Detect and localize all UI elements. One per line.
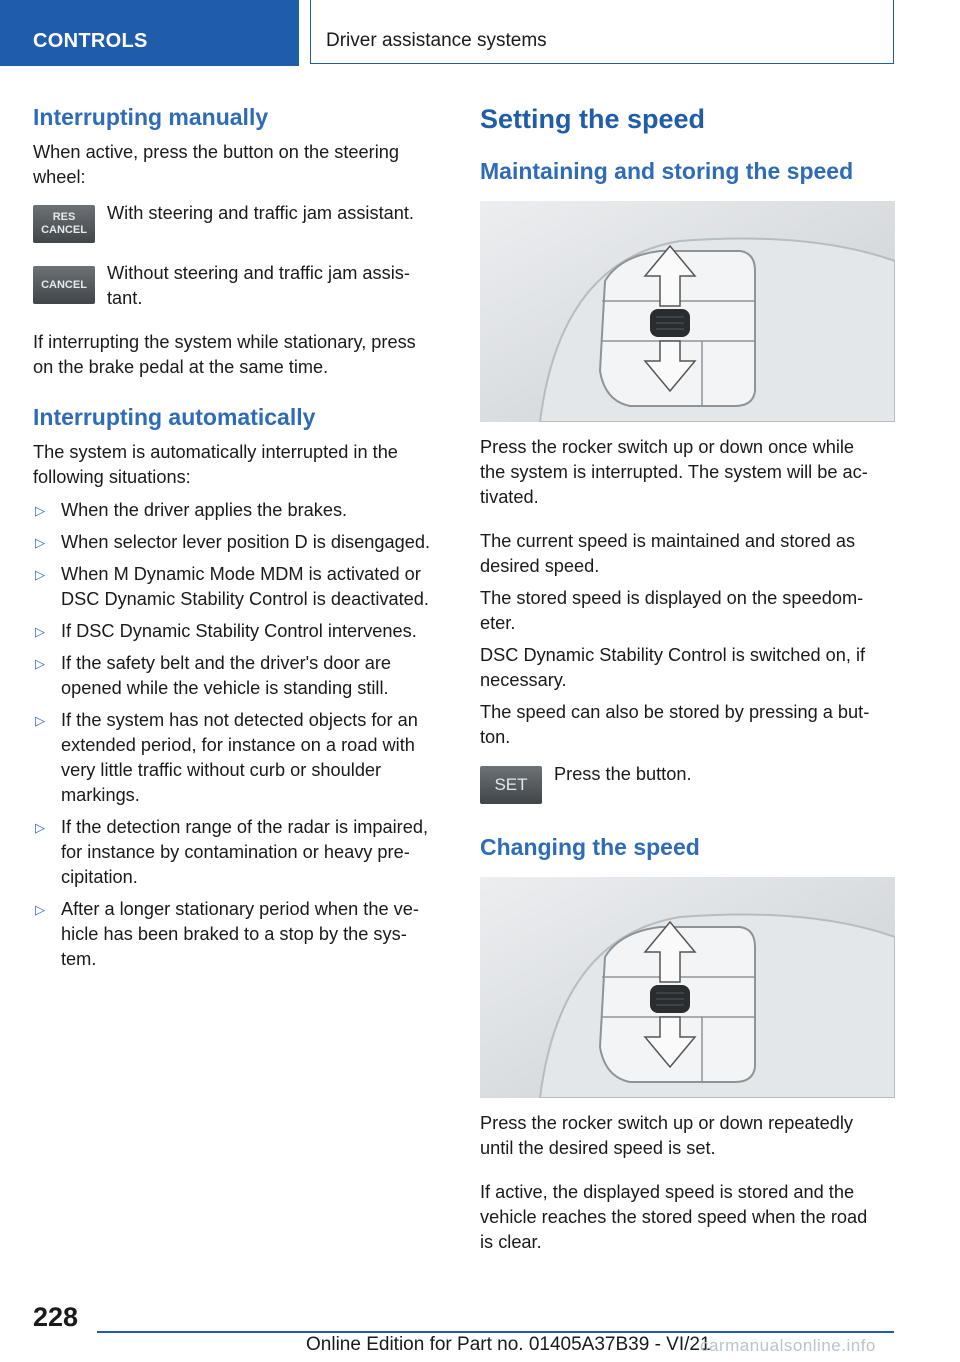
bullet-item-text: When the driver applies the brakes. xyxy=(61,500,348,520)
bullet-marker-icon: ▷ xyxy=(35,535,45,550)
heading-interrupt-manual: Interrupting manually xyxy=(33,104,269,130)
bullet-item-text: extended period, for instance on a road with xyxy=(61,735,415,755)
paragraph: Press the rocker switch up or down once while xyxy=(480,437,855,457)
paragraph: is clear. xyxy=(480,1232,542,1252)
paragraph: If interrupting the system while stationary, press xyxy=(33,332,416,352)
paragraph: The system is automatically interrupted in the xyxy=(33,442,398,462)
bullet-item-text: After a longer stationary period when the ve- xyxy=(61,899,419,919)
bullet-item-text: When selector lever position D is disengaged. xyxy=(61,532,430,552)
steering-wheel-controls-image xyxy=(480,877,895,1098)
paragraph: If active, the displayed speed is stored and the xyxy=(480,1182,855,1202)
set-button-icon xyxy=(480,766,542,804)
paragraph: ton. xyxy=(480,727,511,747)
paragraph: necessary. xyxy=(480,670,567,690)
bullet-item-text: DSC Dynamic Stability Control is deactivated. xyxy=(61,589,429,609)
paragraph: The speed can also be stored by pressing a but- xyxy=(480,702,870,722)
bullet-item-text: If DSC Dynamic Stability Control intervenes. xyxy=(61,621,417,641)
paragraph: tant. xyxy=(107,288,143,308)
bullet-item-text: markings. xyxy=(61,785,140,805)
heading-maintain-speed: Maintaining and storing the speed xyxy=(480,158,854,184)
bullet-item-text: very little traffic without curb or shoulder xyxy=(61,760,382,780)
bullet-item-text: cipitation. xyxy=(61,867,138,887)
page-heading: Setting the speed xyxy=(480,104,706,134)
cancel-button-icon xyxy=(33,266,95,304)
chapter-tab xyxy=(310,0,894,64)
footer-edition: Online Edition for Part no. 01405A37B39 - VI/21 xyxy=(306,1334,711,1355)
paragraph: vehicle reaches the stored speed when the road xyxy=(480,1207,868,1227)
bullet-marker-icon: ▷ xyxy=(35,624,45,639)
paragraph: on the brake pedal at the same time. xyxy=(33,357,329,377)
paragraph: desired speed. xyxy=(480,556,600,576)
paragraph: following situations: xyxy=(33,467,191,487)
paragraph: eter. xyxy=(480,613,516,633)
paragraph: The stored speed is displayed on the speedom- xyxy=(480,588,864,608)
paragraph: wheel: xyxy=(33,167,86,187)
heading-changing-speed: Changing the speed xyxy=(480,834,700,860)
bullet-item-text: opened while the vehicle is standing still. xyxy=(61,678,389,698)
paragraph: When active, press the button on the steering xyxy=(33,142,399,162)
bullet-item-text: tem. xyxy=(61,949,97,969)
footer-rule xyxy=(97,1331,894,1333)
rocker-switch-illustration xyxy=(480,877,895,1098)
bullet-item-text: If the safety belt and the driver's door are xyxy=(61,653,392,673)
bullet-marker-icon: ▷ xyxy=(35,656,45,671)
bullet-marker-icon: ▷ xyxy=(35,503,45,518)
paragraph: The current speed is maintained and stored as xyxy=(480,531,856,551)
button-label: CANCEL xyxy=(41,224,87,236)
paragraph: the system is interrupted. The system will be ac- xyxy=(480,462,868,482)
paragraph: With steering and traffic jam assistant. xyxy=(107,203,414,223)
paragraph: Without steering and traffic jam assis- xyxy=(107,263,410,283)
paragraph: tivated. xyxy=(480,487,539,507)
bullet-item-text: for instance by contamination or heavy pre- xyxy=(61,842,410,862)
button-label: SET xyxy=(494,775,528,794)
bullet-item-text: When M Dynamic Mode MDM is activated or xyxy=(61,564,421,584)
bullet-marker-icon: ▷ xyxy=(35,820,45,835)
watermark: carmanualsonline.info xyxy=(700,1336,876,1355)
button-label: CANCEL xyxy=(41,279,87,291)
bullet-marker-icon: ▷ xyxy=(35,902,45,917)
paragraph: Press the button. xyxy=(554,764,692,784)
bullet-marker-icon: ▷ xyxy=(35,713,45,728)
bullet-marker-icon: ▷ xyxy=(35,567,45,582)
paragraph: until the desired speed is set. xyxy=(480,1138,716,1158)
page-number: 228 xyxy=(33,1302,79,1332)
bullet-item-text: If the system has not detected objects for an xyxy=(61,710,418,730)
bullet-item-text: hicle has been braked to a stop by the sys- xyxy=(61,924,407,944)
res-cancel-button-icon xyxy=(33,205,95,243)
bullet-item-text: If the detection range of the radar is impaired, xyxy=(61,817,428,837)
rocker-switch-illustration xyxy=(480,201,895,422)
paragraph: DSC Dynamic Stability Control is switched on, if xyxy=(480,645,866,665)
steering-wheel-controls-image xyxy=(480,201,895,422)
section-tab xyxy=(0,0,299,66)
chapter-title: Driver assistance systems xyxy=(326,30,547,51)
section-title: CONTROLS xyxy=(33,30,148,52)
button-label: RES xyxy=(52,211,76,223)
paragraph: Press the rocker switch up or down repeatedly xyxy=(480,1113,854,1133)
heading-interrupt-auto: Interrupting automatically xyxy=(33,404,316,430)
